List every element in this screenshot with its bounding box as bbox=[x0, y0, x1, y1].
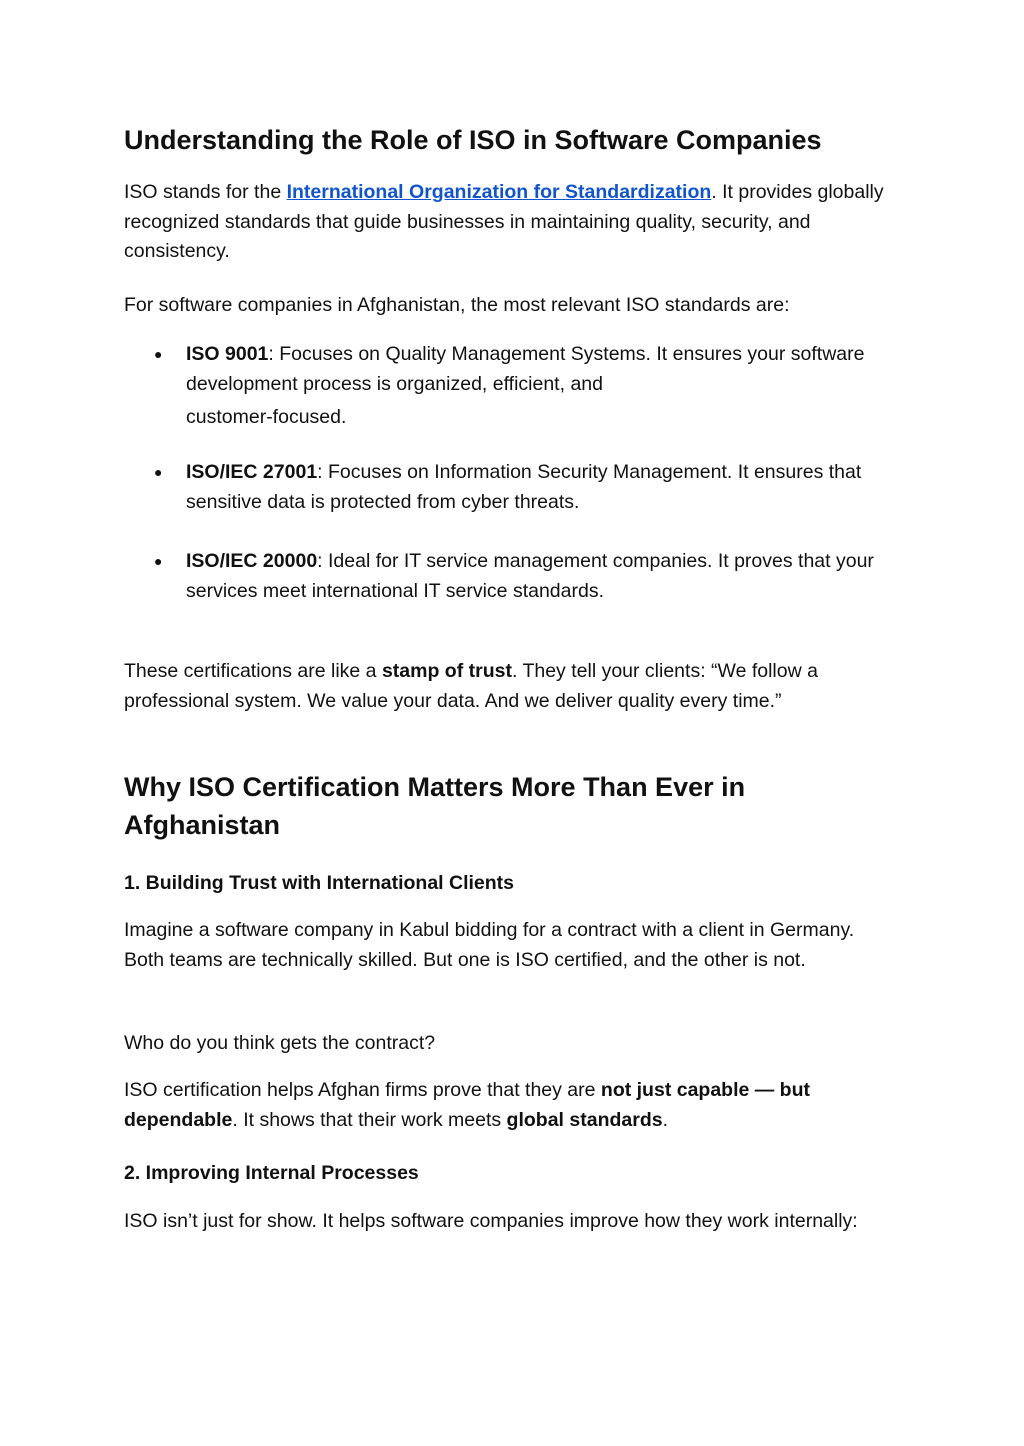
stamp-text-end: . They tell your clients: “We follow a professional system. We value your data. And we deliver quality every time.” bbox=[124, 660, 818, 712]
list-item-text bbox=[186, 547, 886, 606]
subheading-internal-processes: 2. Improving Internal Processes bbox=[124, 1162, 419, 1184]
stamp-of-trust-paragraph bbox=[124, 657, 894, 716]
standard-name: ISO 9001 bbox=[186, 343, 269, 365]
benefit-text-start: ISO certification helps Afghan firms prove that they are bbox=[124, 1079, 601, 1101]
standard-description: : Focuses on Quality Management Systems. It ensures your software development process is organized, efficient, and bbox=[186, 343, 865, 395]
dependable-emphasis: not just capable — but dependable bbox=[124, 1079, 810, 1131]
benefit-text-end: . bbox=[662, 1108, 668, 1131]
section-heading-why-iso: Why ISO Certification Matters More Than Ever in Afghanistan bbox=[124, 772, 746, 840]
internal-processes-paragraph: ISO isn’t just for show. It helps software companies improve how they work internally: bbox=[124, 1210, 858, 1232]
iso-organization-link[interactable]: International Organization for Standardization bbox=[286, 181, 712, 203]
standard-name: ISO/IEC 20000 bbox=[186, 550, 318, 572]
stamp-of-trust-emphasis: stamp of trust bbox=[381, 660, 512, 682]
bullet-icon: ● bbox=[154, 346, 163, 362]
iso-definition-paragraph bbox=[124, 178, 894, 267]
iso-definition-text-start: ISO stands for the bbox=[124, 181, 287, 203]
certification-benefit-paragraph bbox=[124, 1076, 894, 1135]
subheading-building-trust: 1. Building Trust with International Clients bbox=[124, 872, 515, 894]
contract-question: Who do you think gets the contract? bbox=[124, 1032, 436, 1054]
iso-definition-text-end: . It provides globally recognized standards that guide businesses in maintaining quality, security, and consistency. bbox=[124, 181, 884, 262]
benefit-text-middle: . It shows that their work meets bbox=[232, 1108, 507, 1131]
standard-description-continued: customer-focused. bbox=[186, 406, 347, 428]
bullet-icon: ● bbox=[154, 553, 163, 569]
standard-name: ISO/IEC 27001 bbox=[186, 461, 318, 483]
standard-description: : Ideal for IT service management companies. It proves that your services meet international IT service standards. bbox=[186, 550, 874, 602]
section-heading-iso-role: Understanding the Role of ISO in Software Companies bbox=[124, 125, 822, 155]
list-item-text bbox=[186, 458, 886, 517]
global-standards-emphasis: global standards bbox=[506, 1108, 663, 1131]
relevant-standards-intro: For software companies in Afghanistan, the most relevant ISO standards are: bbox=[124, 294, 790, 316]
standard-description: : Focuses on Information Security Management. It ensures that sensitive data is protected from cyber threats. bbox=[186, 461, 862, 513]
stamp-text-start: These certifications are like a bbox=[124, 660, 382, 682]
list-item-text bbox=[186, 340, 886, 435]
kabul-example-paragraph: Imagine a software company in Kabul bidding for a contract with a client in Germany. Both teams are technically skilled. But one is ISO certified, and the other is not. bbox=[124, 919, 855, 971]
bullet-icon: ● bbox=[154, 464, 163, 480]
